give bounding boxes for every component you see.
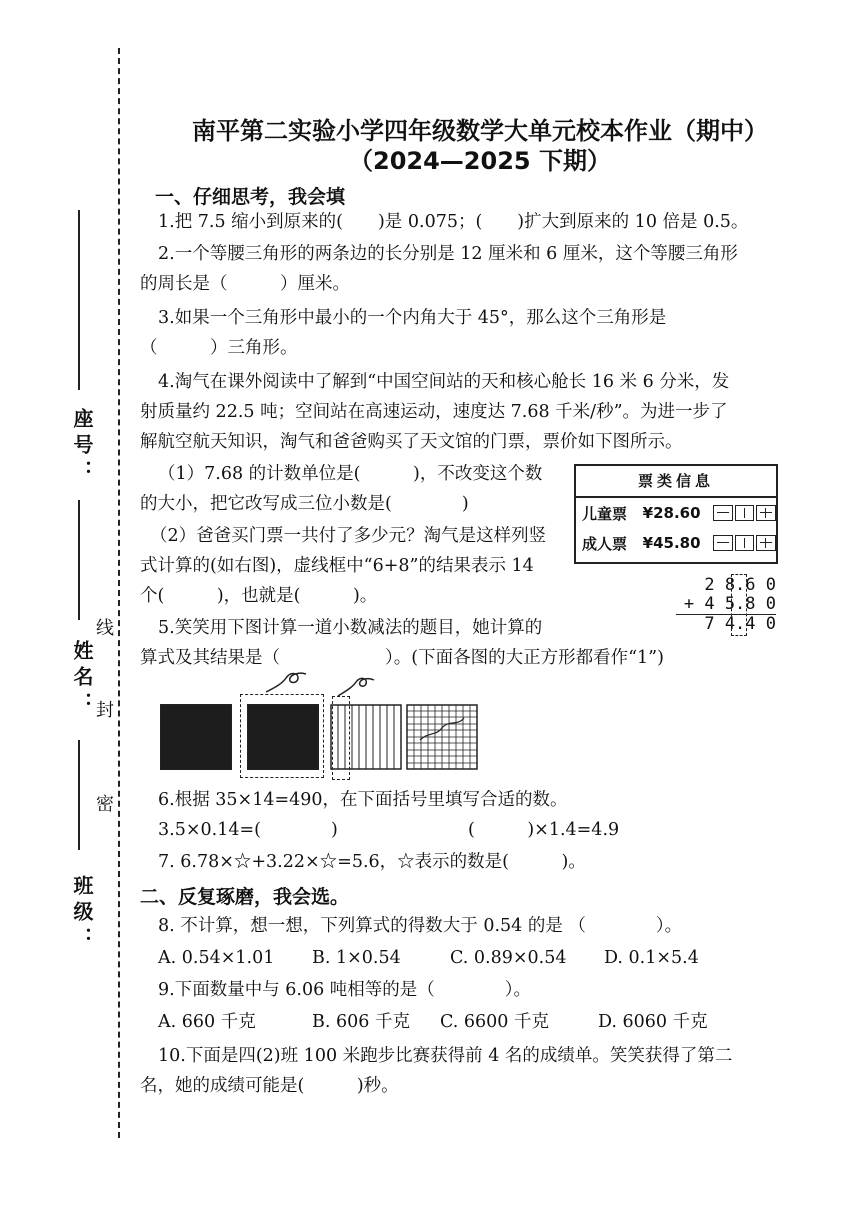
question-9-option-b: B. 606 千克 [312, 1012, 410, 1032]
page-title: 南平第二实验小学四年级数学大单元校本作业（期中） [192, 117, 768, 145]
ticket-type: 成人票 [582, 534, 628, 553]
removal-loop-icon [262, 670, 310, 696]
one-box-icon [735, 505, 755, 521]
calc-row-1: 2 8.6 0 [704, 575, 776, 595]
question-2-line-2: 的周长是（ ）厘米。 [140, 274, 350, 294]
question-8: 8. 不计算，想一想，下列算式的得数大于 0.54 的是 （ ）。 [158, 916, 683, 936]
question-9-option-d: D. 6060 千克 [598, 1012, 708, 1032]
question-3-line-1: 3.如果一个三角形中最小的一个内角大于 45°，那么这个三角形是 [158, 308, 667, 328]
question-9-option-a: A. 660 千克 [158, 1012, 256, 1032]
question-2-line-1: 2.一个等腰三角形的两条边的长分别是 12 厘米和 6 厘米，这个等腰三角形 [158, 244, 738, 264]
question-4-line-3: 解航空航天知识，淘气和爸爸购买了天文馆的门票，票价如下图所示。 [140, 432, 683, 452]
ticket-row [576, 528, 776, 558]
question-9: 9.下面数量中与 6.06 吨相等的是（ ）。 [158, 980, 532, 1000]
minus-box-icon [713, 505, 733, 521]
question-10-line-1: 10.下面是四(2)班 100 米跑步比赛获得前 4 名的成绩单。笑笑获得了第二 [158, 1046, 733, 1066]
question-3-line-2: （ ）三角形。 [140, 338, 298, 358]
figure-strip-dashed-frame [332, 696, 350, 780]
seal-word-line: 线 [93, 618, 114, 636]
question-6: 6.根据 35×14=490，在下面括号里填写合适的数。 [158, 790, 568, 810]
seal-word-secret: 密 [93, 794, 114, 812]
question-6-b: ( )×1.4=4.9 [468, 820, 620, 840]
vertical-calculation [676, 576, 776, 634]
plus-box-icon [756, 535, 776, 551]
figure-full-square [160, 704, 232, 770]
minus-box-icon [713, 535, 733, 551]
question-1: 1.把 7.5 缩小到原来的( )是 0.075；( )扩大到原来的 10 倍是 0.5。 [158, 212, 749, 232]
ticket-info-table [574, 464, 778, 564]
question-4-sub-2-line-1: （2）爸爸买门票一共付了多少元？淘气是这样列竖 [150, 526, 547, 546]
ticket-price: ¥28.60 [642, 504, 701, 522]
question-8-option-d: D. 0.1×5.4 [604, 948, 699, 968]
removal-loop-icon [334, 676, 378, 700]
ticket-row [576, 498, 776, 528]
question-9-option-c: C. 6600 千克 [440, 1012, 549, 1032]
one-box-icon [735, 535, 755, 551]
question-7: 7. 6.78×☆+3.22×☆=5.6，☆表示的数是( )。 [158, 852, 586, 872]
plus-box-icon [756, 505, 776, 521]
ticket-type: 儿童票 [582, 504, 628, 523]
seat-underline [78, 210, 80, 390]
question-5-line-1: 5.笑笑用下图计算一道小数减法的题目，她计算的 [158, 618, 543, 638]
figure-hundredths-grid [406, 704, 478, 770]
question-8-option-c: C. 0.89×0.54 [450, 948, 567, 968]
question-10-line-2: 名，她的成绩可能是( )秒。 [140, 1076, 399, 1096]
seat-underline-2 [78, 500, 80, 620]
question-4-sub-2-line-3: 个( )，也就是( )。 [140, 586, 378, 606]
seat-label: 座号： [70, 408, 94, 486]
question-4-sub-2-line-2: 式计算的(如右图)，虚线框中“6+8”的结果表示 14 [140, 556, 534, 576]
binding-dashed-line [118, 48, 120, 1138]
class-label: 班级： [70, 875, 94, 953]
question-4-line-1: 4.淘气在课外阅读中了解到“中国空间站的天和核心舱长 16 米 6 分米，发 [158, 372, 730, 392]
ticket-price: ¥45.80 [642, 534, 701, 552]
question-6-a: 3.5×0.14=( ) [158, 820, 338, 840]
question-5-line-2: 算式及其结果是（ ）。(下面各图的大正方形都看作“1”) [140, 648, 664, 668]
question-4-line-2: 射质量约 22.5 吨；空间站在高速运动，速度达 7.68 千米/秒”。为进一步了 [140, 402, 728, 422]
figure-removed-square [247, 704, 319, 770]
question-8-option-a: A. 0.54×1.01 [158, 948, 275, 968]
name-label: 姓名： [70, 640, 94, 718]
page-subtitle: （2024—2025 下期） [349, 147, 611, 175]
name-underline [78, 740, 80, 850]
question-8-option-b: B. 1×0.54 [312, 948, 401, 968]
seal-word-seal: 封 [93, 700, 114, 718]
question-4-sub-1-line-2: 的大小，把它改写成三位小数是( ) [140, 494, 469, 514]
calc-row-2: + 4 5.8 0 [676, 595, 776, 615]
calc-dashed-box [731, 574, 747, 636]
ticket-table-header: 票类信息 [576, 466, 776, 498]
section-2-heading: 二、反复琢磨，我会选。 [140, 886, 350, 908]
question-4-sub-1-line-1: （1）7.68 的计数单位是( )，不改变这个数 [158, 464, 543, 484]
calc-row-3: 7 4.4 0 [704, 614, 776, 634]
section-1-heading: 一、仔细思考，我会填 [155, 186, 346, 208]
